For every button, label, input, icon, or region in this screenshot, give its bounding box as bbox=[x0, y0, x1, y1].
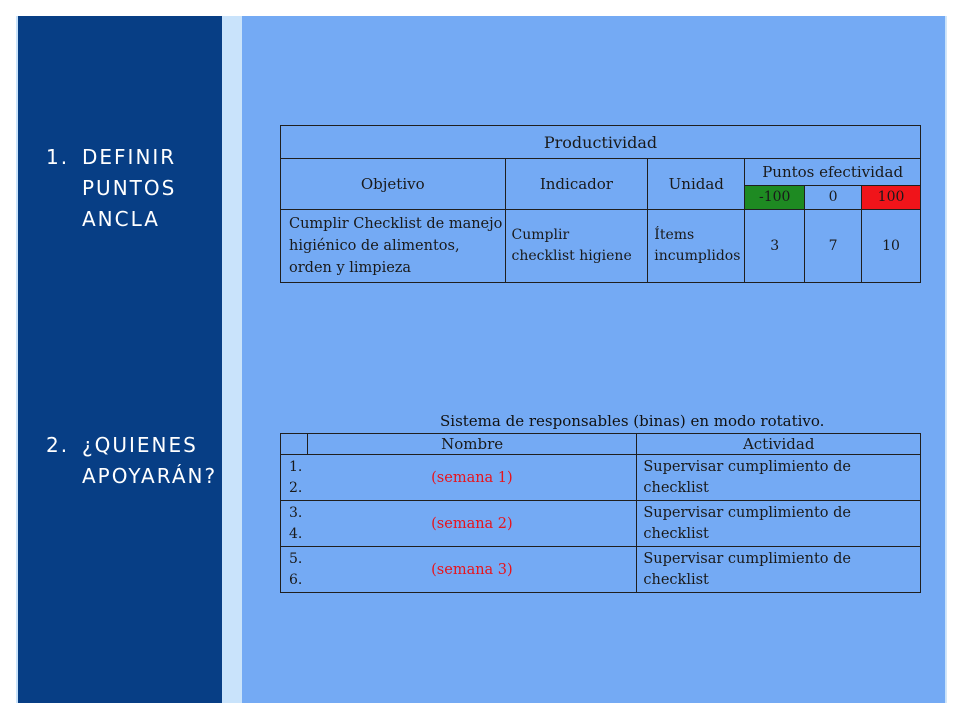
responsables-table bbox=[280, 433, 921, 593]
value-cell: 3 bbox=[745, 210, 805, 283]
productividad-table bbox=[280, 125, 921, 283]
index-line: 6. bbox=[289, 571, 303, 588]
table-row bbox=[281, 455, 921, 501]
actividad-cell bbox=[637, 547, 921, 593]
point-high: 100 bbox=[862, 185, 921, 209]
indicador-line: checklist higiene bbox=[511, 248, 632, 264]
index-line: 2. bbox=[289, 479, 303, 496]
unidad-line: incumplidos bbox=[654, 248, 741, 264]
index-cell bbox=[281, 547, 308, 593]
point-low: -100 bbox=[745, 185, 805, 209]
step-number: 2. bbox=[46, 433, 70, 457]
actividad-line: checklist bbox=[643, 525, 709, 542]
header-blank bbox=[281, 434, 308, 455]
header-puntos-efectividad: Puntos efectividad bbox=[745, 159, 921, 186]
objetivo-line: Cumplir Checklist de manejo bbox=[289, 216, 503, 232]
header-objetivo: Objetivo bbox=[281, 159, 506, 210]
unidad-cell bbox=[648, 210, 745, 283]
indicador-line: Cumplir bbox=[511, 227, 570, 243]
index-line: 3. bbox=[289, 504, 303, 521]
index-cell bbox=[281, 455, 308, 501]
table-row bbox=[281, 547, 921, 593]
table-row bbox=[281, 210, 921, 283]
semana-cell: (semana 1) bbox=[307, 455, 636, 501]
semana-cell: (semana 3) bbox=[307, 547, 636, 593]
header-actividad: Actividad bbox=[637, 434, 921, 455]
sidebar-panel bbox=[18, 16, 222, 703]
step-text: DEFINIR PUNTOS ANCLA bbox=[82, 145, 177, 231]
actividad-line: Supervisar cumplimiento de bbox=[643, 550, 851, 567]
responsables-caption: Sistema de responsables (binas) en modo rotativo. bbox=[440, 412, 825, 430]
semana-cell: (semana 2) bbox=[307, 501, 636, 547]
index-line: 4. bbox=[289, 525, 303, 542]
value-cell: 7 bbox=[805, 210, 862, 283]
actividad-line: checklist bbox=[643, 479, 709, 496]
actividad-line: Supervisar cumplimiento de bbox=[643, 504, 851, 521]
step-text: ¿QUIENES APOYARÁN? bbox=[82, 433, 218, 488]
index-cell bbox=[281, 501, 308, 547]
actividad-cell bbox=[637, 501, 921, 547]
unidad-line: Ítems bbox=[654, 227, 695, 243]
objetivo-line: higiénico de alimentos, bbox=[289, 238, 460, 254]
main-panel bbox=[242, 16, 945, 703]
actividad-cell bbox=[637, 455, 921, 501]
table-row bbox=[281, 501, 921, 547]
actividad-line: checklist bbox=[643, 571, 709, 588]
header-nombre: Nombre bbox=[307, 434, 636, 455]
header-unidad: Unidad bbox=[648, 159, 745, 210]
point-mid: 0 bbox=[805, 185, 862, 209]
value-cell: 10 bbox=[862, 210, 921, 283]
header-indicador: Indicador bbox=[505, 159, 648, 210]
objetivo-line: orden y limpieza bbox=[289, 260, 412, 276]
step-number: 1. bbox=[46, 145, 70, 169]
objetivo-cell bbox=[281, 210, 506, 283]
index-line: 1. bbox=[289, 458, 303, 475]
table-title: Productividad bbox=[281, 126, 921, 159]
indicador-cell bbox=[505, 210, 648, 283]
index-line: 5. bbox=[289, 550, 303, 567]
actividad-line: Supervisar cumplimiento de bbox=[643, 458, 851, 475]
